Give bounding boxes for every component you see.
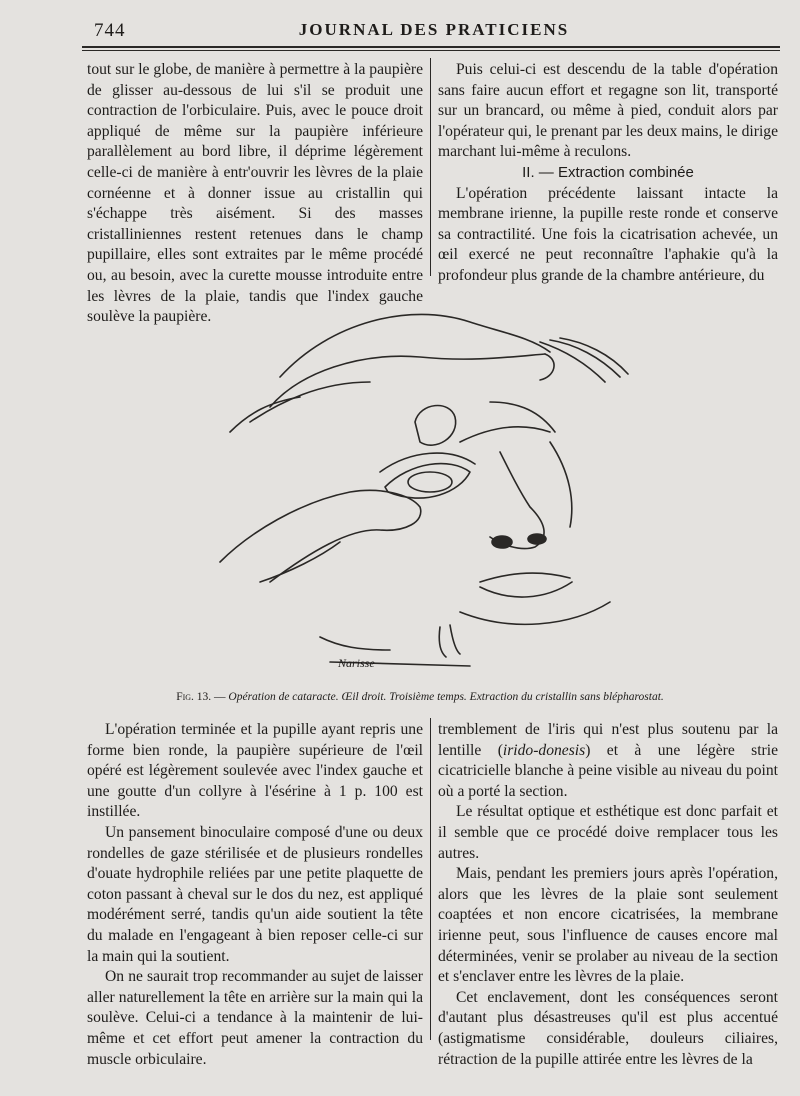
- journal-title: JOURNAL DES PRATICIENS: [298, 20, 570, 39]
- upper-lid: [380, 453, 475, 472]
- cataract-surgery-drawing: [210, 282, 670, 682]
- text-span: ) et à une légère strie cicatricielle blanche à peine visible au niveau du point où a porté la section.: [438, 741, 778, 800]
- figure-caption: [140, 690, 700, 704]
- paragraph: Cet enclavement, dont les conséquences seront d'autant plus désastreuses qu'il est plus accentué (astigmatisme considérable, douleurs ciliaires, rétraction de la pupille attirée entre les lèvres de la: [438, 988, 778, 1068]
- figure-label: Fig. 13. —: [176, 691, 226, 703]
- thumb: [415, 406, 456, 446]
- paragraph: Puis celui-ci est descendu de la table d'opération sans faire aucun effort et regagne son lit, transporté sur un brancard, ou même à pied, conduit alors par l'opérateur qui, le prenant par les deux mains, le dirige marchant lui-même à reculons.: [438, 61, 778, 161]
- upper-lip: [480, 573, 570, 582]
- paragraph: L'opération terminée et la pupille ayant repris une forme bien ronde, la paupière supérieure de l'œil opéré est légèrement soulevée avec l'index gauche et une goutte d'un collyre à l'ésérine à 1 p. 100 est instillée.: [87, 721, 423, 821]
- page-header: [88, 18, 780, 44]
- fingertip: [540, 354, 554, 380]
- text-span: tremblement de l'iris qui n'est plus soutenu par la lentille (: [438, 721, 778, 759]
- paragraph: Le résultat optique et esthétique est donc parfait et il semble que ce procédé doive remplacer tous les autres.: [438, 803, 778, 862]
- paragraph: Un pansement binoculaire composé d'une ou deux rondelles de gaze stérilisée et de plusieurs rondelles d'ouate hydrophile reliées par une petite plaquette de coton passant à cheval sur le dos du nez, est appliqué modérément serré, tandis qu'un aide soutient la tête du malade en l'engageant à bien reposer celle-ci sur la main qui la soutient.: [87, 823, 423, 965]
- brow: [460, 427, 550, 442]
- upper-finger: [270, 354, 545, 407]
- lower-finger: [260, 542, 340, 582]
- header-rule-thin: [82, 50, 780, 51]
- shoulder-line: [320, 637, 390, 650]
- italic-term: irido-donesis: [502, 741, 586, 759]
- left-column-bottom: [87, 720, 423, 1070]
- right-column-top: [438, 60, 778, 287]
- finger-line: [250, 382, 370, 422]
- artist-signature: Narisse: [338, 656, 375, 670]
- upper-hand-outline: [280, 314, 550, 377]
- page-number: 744: [94, 20, 126, 41]
- cheek: [550, 442, 572, 527]
- right-column-bottom: [438, 720, 778, 1070]
- paragraph: On ne saurait trop recommander au sujet de laisser aller naturellement la tête en arrière sur la main qui la soulève. Celui-ci a tendance à la maintenir de lui-même et cet effort peut amener la contraction du muscle orbiculaire.: [87, 968, 423, 1068]
- finger-line: [230, 397, 300, 432]
- nostril-left: [492, 536, 512, 548]
- figure-caption-text: Opération de cataracte. Œil droit. Troisième temps. Extraction du cristallin sans blépharostat.: [228, 691, 664, 703]
- section-heading: II. — Extraction combinée: [522, 163, 694, 181]
- jaw: [460, 602, 610, 624]
- nostril-right: [528, 534, 546, 544]
- column-divider: [430, 718, 431, 1040]
- instrument: [439, 625, 460, 657]
- lower-lip: [480, 582, 572, 597]
- surgical-illustration: [210, 282, 670, 682]
- column-divider: [430, 58, 431, 276]
- lower-hand: [220, 490, 421, 582]
- paragraph: [438, 720, 778, 802]
- paragraph: Mais, pendant les premiers jours après l'opération, alors que les lèvres de la plaie sont seulement coaptées et non encore cicatrisées, la membrane irienne peut, sous l'influence de causes encore mal déterminées, venir se prolaber au niveau de la section et s'enclaver entre les lèvres de la plaie.: [438, 865, 778, 986]
- paragraph: L'opération précédente laissant intacte la membrane irienne, la pupille reste ronde et conserve sa contractilité. Une fois la cicatrisation achevée, un œil exercé ne peut reconnaître l'aphakie qu'à la profondeur plus grande de la chambre antérieure, du: [438, 184, 778, 284]
- iris: [408, 472, 452, 492]
- header-rule: [82, 46, 780, 48]
- paragraph: tout sur le globe, de manière à permettre à la paupière de glisser au-dessous de lui s'il se produit une contraction de l'orbiculaire. Puis, avec le pouce droit appliqué de même sur la paupière inférieure parallèlement au bord libre, il déprime légèrement celle-ci de manière à entr'ouvrir les lèvres de la plaie cornéenne et à donner issue au cristallin qui s'échappe très aisément. Si des masses cristalliniennes restent retenues dans le champ pupillaire, elles sont extraites par le même procédé ou, au besoin, avec la curette mousse introduite entre les lèvres de la plaie, tandis que l'index gauche soulève la paupière.: [87, 61, 423, 326]
- eye-outline: [385, 464, 470, 499]
